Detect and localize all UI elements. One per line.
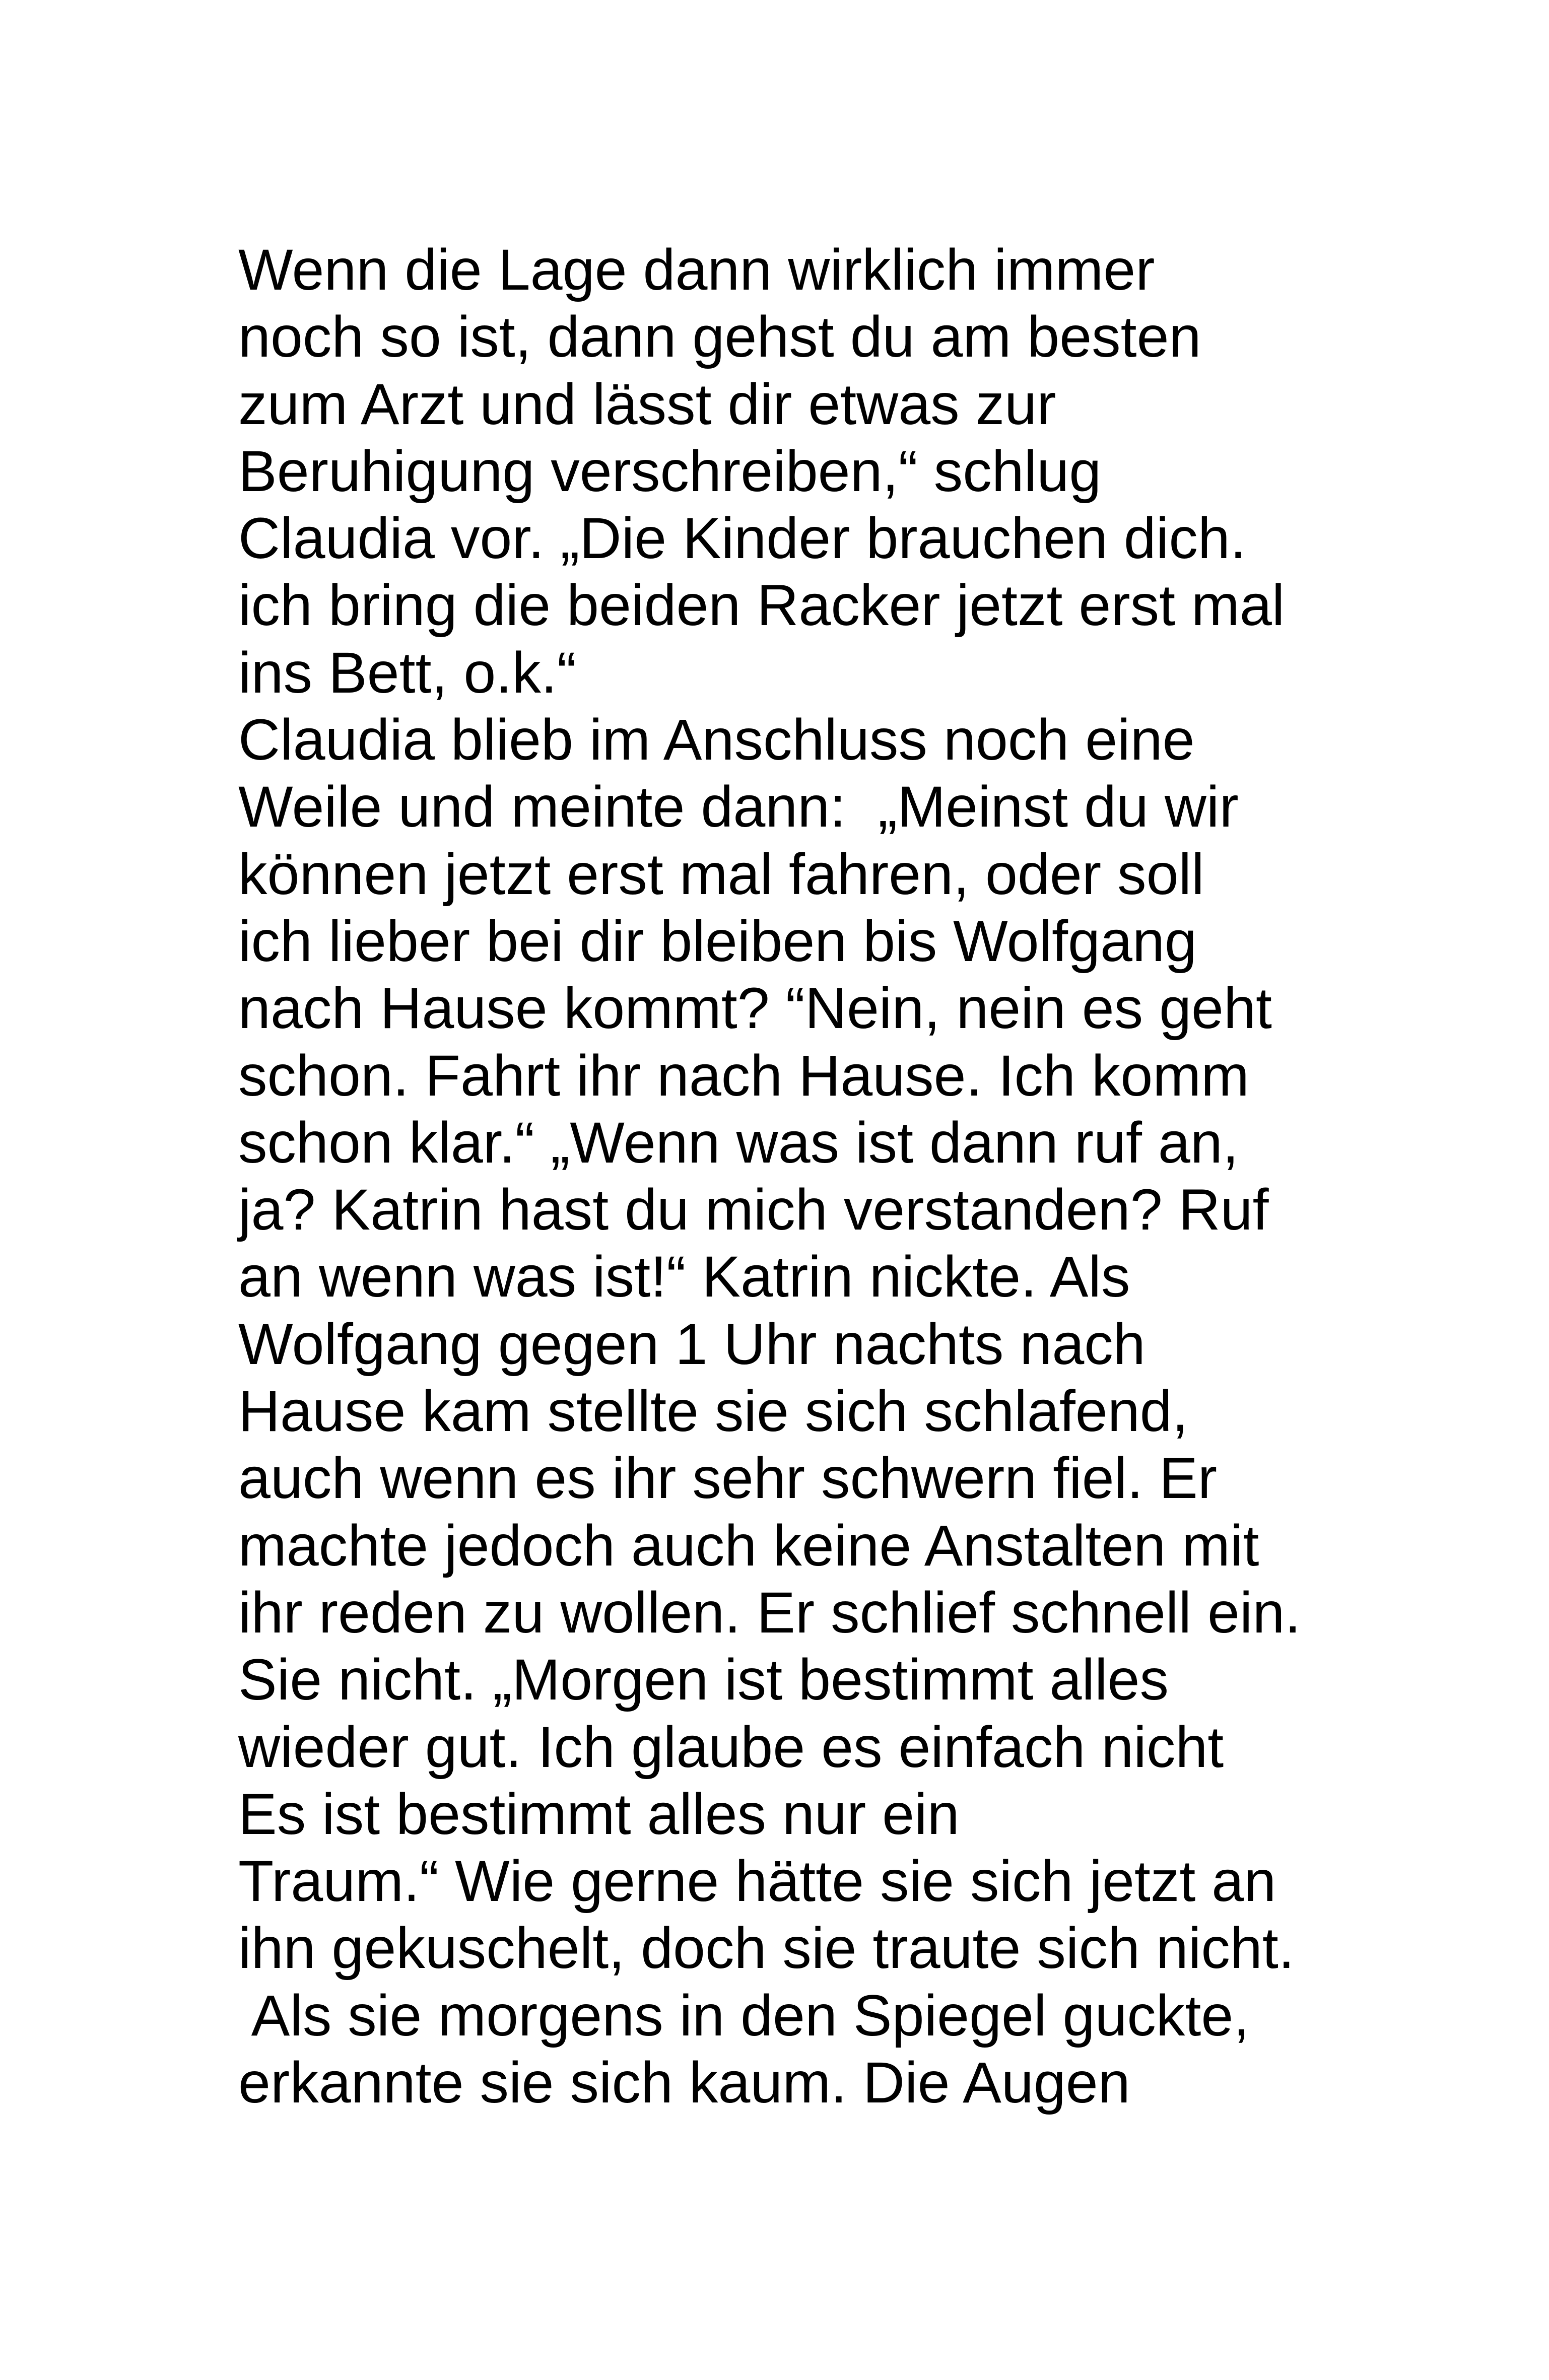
text-line: Sie nicht. „Morgen ist bestimmt alles (238, 1648, 1169, 1713)
text-line: nach Hause kommt? “Nein, nein es geht (238, 976, 1272, 1041)
text-line: an wenn was ist!“ Katrin nickte. Als (238, 1245, 1130, 1310)
text-line: schon. Fahrt ihr nach Hause. Ich komm (238, 1043, 1249, 1108)
text-line: ins Bett, o.k.“ (238, 640, 577, 705)
text-line: machte jedoch auch keine Anstalten mit (238, 1513, 1259, 1578)
text-line: noch so ist, dann gehst du am besten (238, 305, 1201, 370)
text-line: auch wenn es ihr sehr schwern fiel. Er (238, 1446, 1218, 1511)
text-line: schon klar.“ „Wenn was ist dann ruf an, (238, 1110, 1239, 1175)
text-line: Beruhigung verschreiben,“ schlug (238, 439, 1102, 504)
text-line: Traum.“ Wie gerne hätte sie sich jetzt an (238, 1849, 1276, 1914)
text-line: Hause kam stellte sie sich schlafend, (238, 1379, 1188, 1444)
text-line: wieder gut. Ich glaube es einfach nicht (238, 1715, 1224, 1780)
text-line: ich bring die beiden Racker jetzt erst mal (238, 573, 1285, 638)
text-line: Claudia blieb im Anschluss noch eine (238, 708, 1195, 773)
text-line: Claudia vor. „Die Kinder brauchen dich. (238, 506, 1246, 571)
text-line: Weile und meinte dann: „Meinst du wir (238, 775, 1239, 840)
text-line: können jetzt erst mal fahren, oder soll (238, 842, 1204, 907)
text-line: Es ist bestimmt alles nur ein (238, 1782, 960, 1847)
text-line: ihr reden zu wollen. Er schlief schnell ein. (238, 1580, 1301, 1645)
text-line: ja? Katrin hast du mich verstanden? Ruf (238, 1178, 1269, 1243)
text-line: erkannte sie sich kaum. Die Augen (238, 2051, 1130, 2116)
text-line: ihn gekuschelt, doch sie traute sich nicht. (238, 1916, 1295, 1981)
text-line: Wolfgang gegen 1 Uhr nachts nach (238, 1312, 1146, 1377)
body-text (238, 237, 1397, 2117)
text-line: Als sie morgens in den Spiegel guckte, (238, 1983, 1250, 2048)
text-line: zum Arzt und lässt dir etwas zur (238, 372, 1056, 437)
text-line: Wenn die Lage dann wirklich immer (238, 238, 1155, 302)
text-line: ich lieber bei dir bleiben bis Wolfgang (238, 909, 1197, 974)
